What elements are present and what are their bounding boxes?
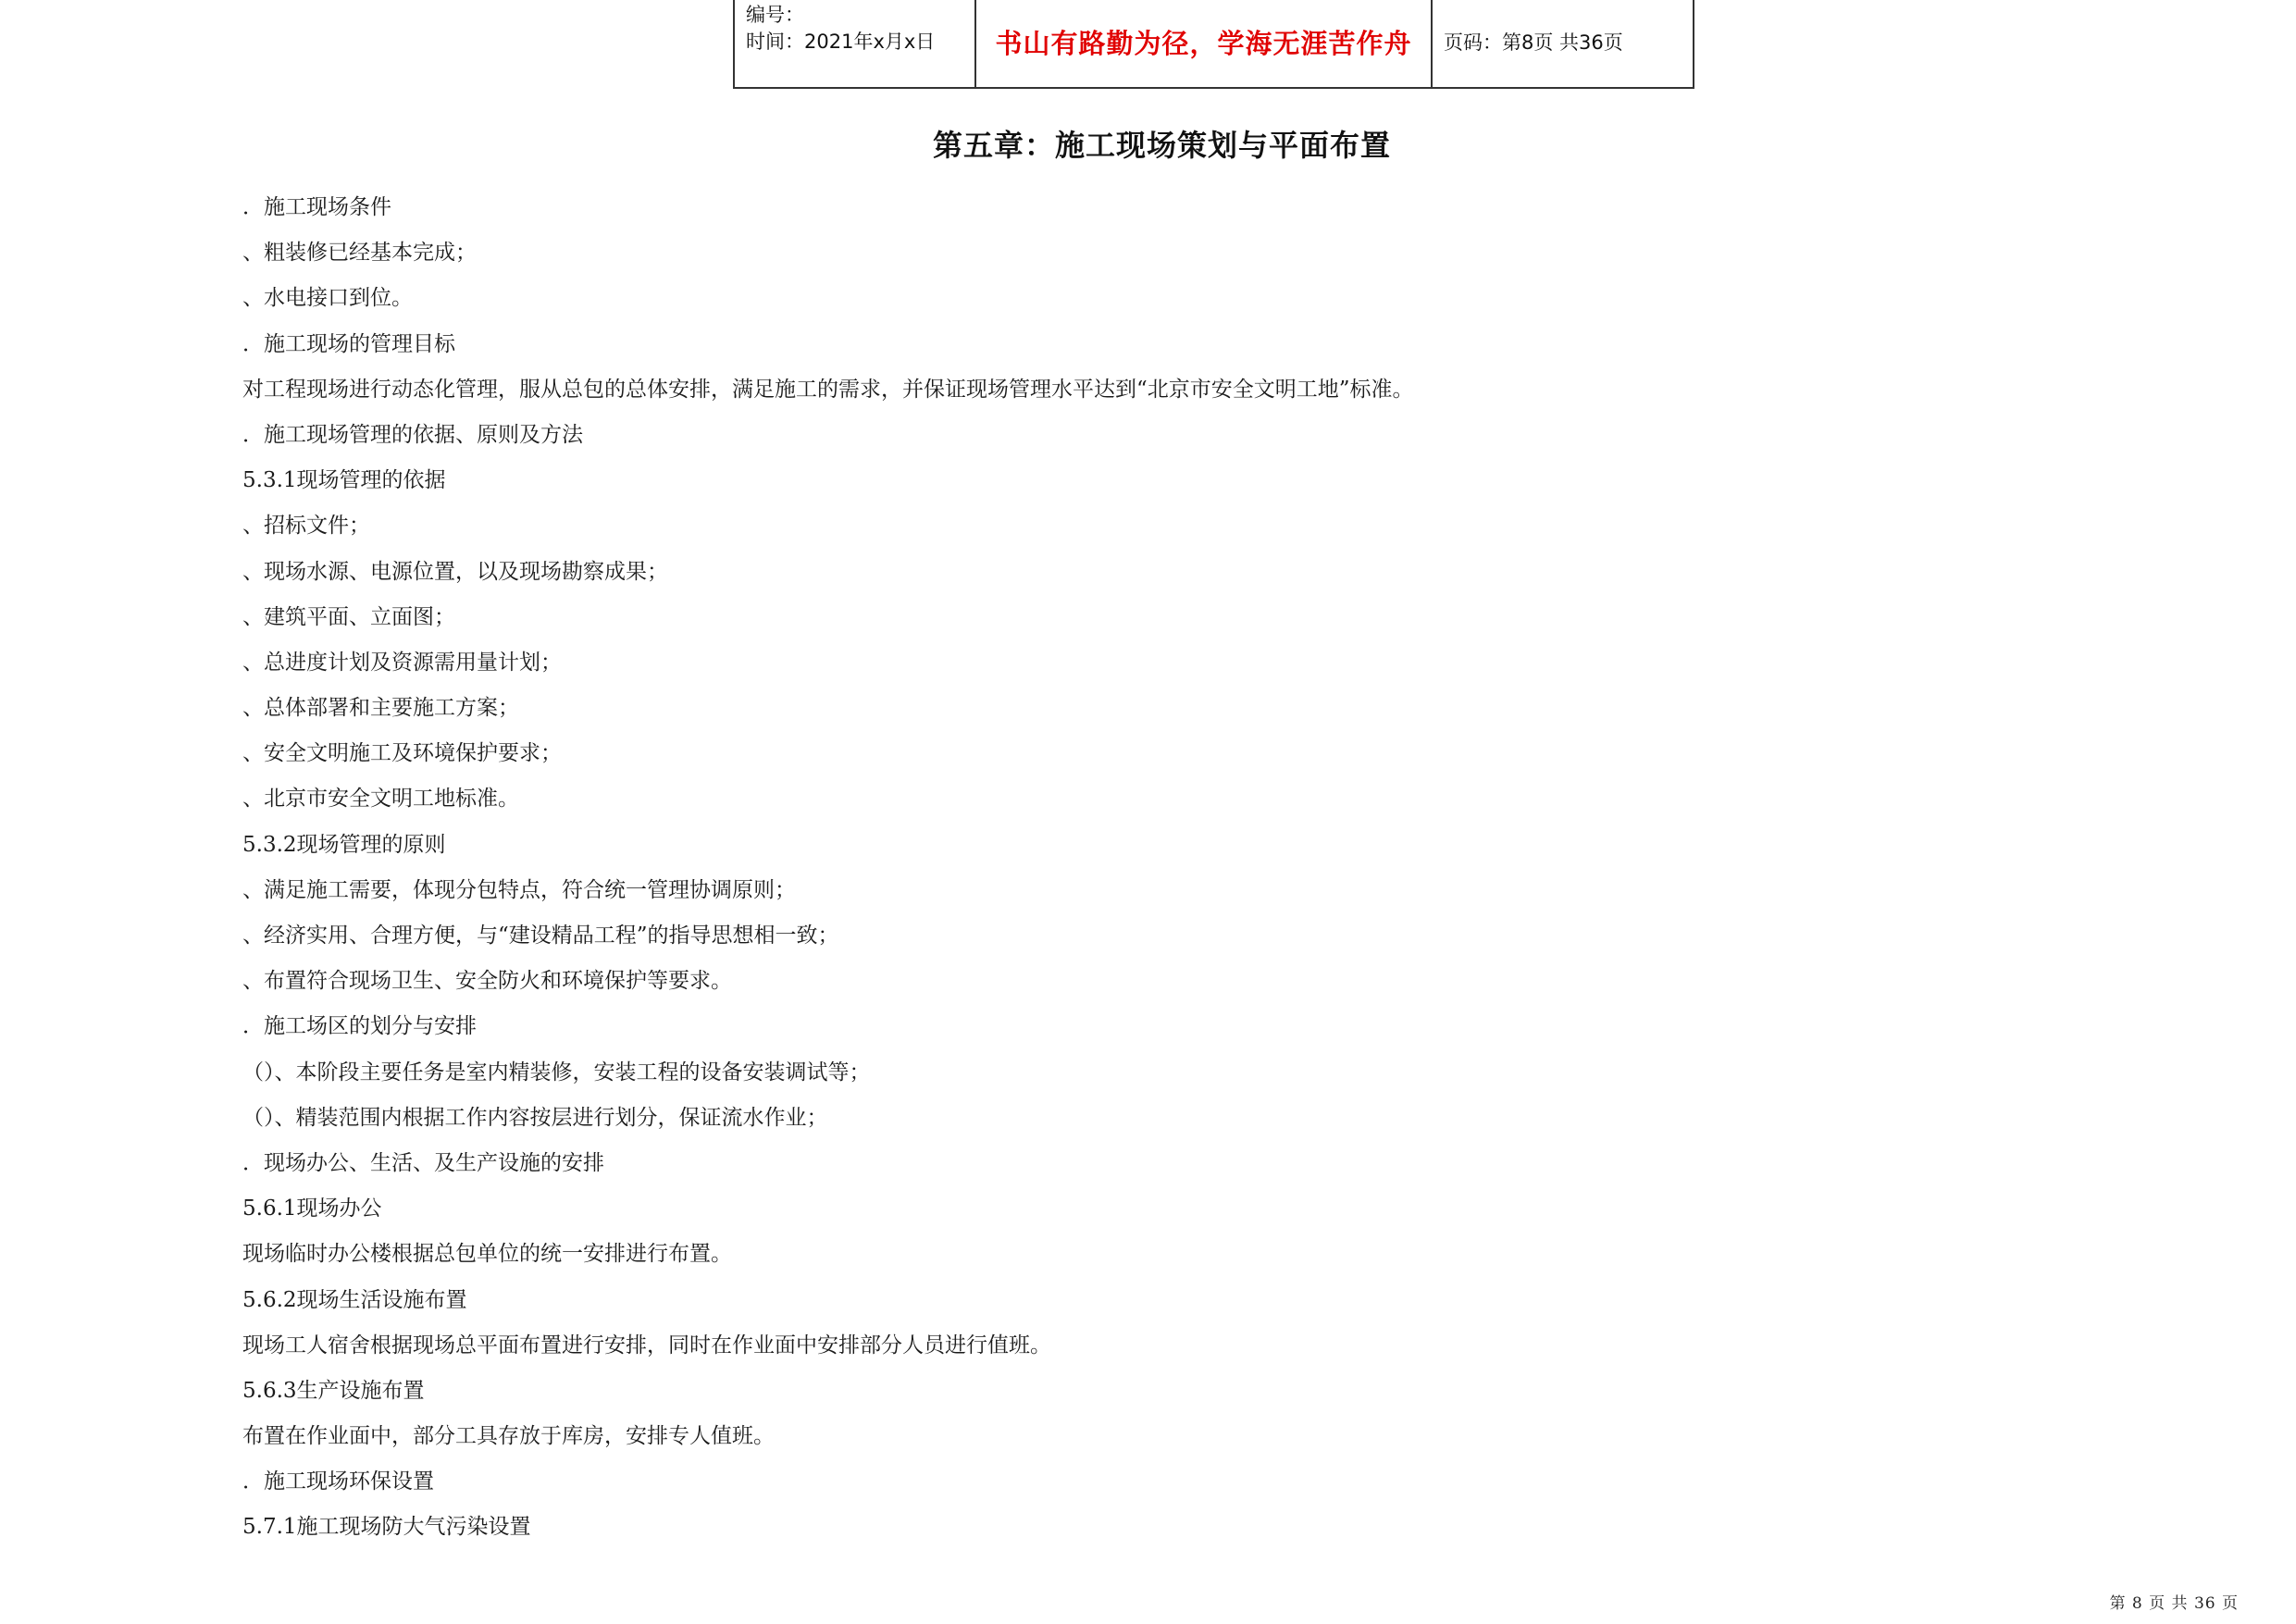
body-line: 、总进度计划及资源需用量计划； <box>242 650 562 675</box>
body-line: 5.6.2现场生活设施布置 <box>242 1287 467 1312</box>
document-body <box>242 185 2093 1551</box>
body-line: ．施工现场环保设置 <box>242 1469 434 1494</box>
body-line: 、粗装修已经基本完成； <box>242 241 477 266</box>
body-line: 、水电接口到位。 <box>242 286 413 311</box>
body-line: 、现场水源、电源位置，以及现场勘察成果； <box>242 559 668 584</box>
body-line: 、总体部署和主要施工方案； <box>242 696 519 721</box>
body-line: 现场工人宿舍根据现场总平面布置进行安排，同时在作业面中安排部分人员进行值班。 <box>242 1333 1051 1357</box>
header-motto: 书山有路勤为径，学海无涯苦作舟 <box>995 27 1412 59</box>
header-meta-cell <box>733 0 976 87</box>
body-line: ．施工现场管理的依据、原则及方法 <box>242 422 583 447</box>
body-line: 、满足施工需要，体现分包特点，符合统一管理协调原则； <box>242 877 796 902</box>
page-header <box>733 0 1694 89</box>
body-line: ．施工现场条件 <box>242 195 391 219</box>
body-line: 5.6.1现场办公 <box>242 1196 382 1221</box>
body-line: 、招标文件； <box>242 514 370 539</box>
header-page-cell <box>1433 0 1694 87</box>
body-line: （）、精装范围内根据工作内容按层进行划分，保证流水作业； <box>242 1105 828 1130</box>
body-line: ．施工现场的管理目标 <box>242 331 455 356</box>
body-line: 现场临时办公楼根据总包单位的统一安排进行布置。 <box>242 1242 732 1267</box>
body-line: 5.6.3生产设施布置 <box>242 1378 425 1403</box>
document-date-label: 时间：2021年x月x日 <box>746 31 936 53</box>
body-line: （）、本阶段主要任务是室内精装修，安装工程的设备安装调试等； <box>242 1060 871 1085</box>
body-line: 、建筑平面、立面图； <box>242 604 455 629</box>
body-line: 、安全文明施工及环境保护要求； <box>242 741 562 766</box>
body-line: 布置在作业面中，部分工具存放于库房，安排专人值班。 <box>242 1424 775 1449</box>
body-line: 、北京市安全文明工地标准。 <box>242 787 519 812</box>
body-line: ．现场办公、生活、及生产设施的安排 <box>242 1150 604 1175</box>
document-number-label: 编号： <box>746 4 804 26</box>
body-line: 对工程现场进行动态化管理，服从总包的总体安排，满足施工的需求，并保证现场管理水平达到“北京市安全文明工地”标准。 <box>242 377 1414 402</box>
chapter-title: 第五章：施工现场策划与平面布置 <box>932 128 1391 163</box>
body-line: ．施工场区的划分与安排 <box>242 1014 477 1039</box>
page-footer: 第 8 页 共 36 页 <box>2109 1594 2239 1613</box>
body-line: 、布置符合现场卫生、安全防火和环境保护等要求。 <box>242 969 732 994</box>
body-line: 5.3.1现场管理的依据 <box>242 468 446 493</box>
body-line: 、经济实用、合理方便，与“建设精品工程”的指导思想相一致； <box>242 924 839 948</box>
body-line: 5.7.1施工现场防大气污染设置 <box>242 1515 531 1540</box>
header-page-code: 页码：第8页 共36页 <box>1444 31 1623 54</box>
body-line: 5.3.2现场管理的原则 <box>242 832 446 857</box>
header-motto-cell <box>976 0 1433 87</box>
